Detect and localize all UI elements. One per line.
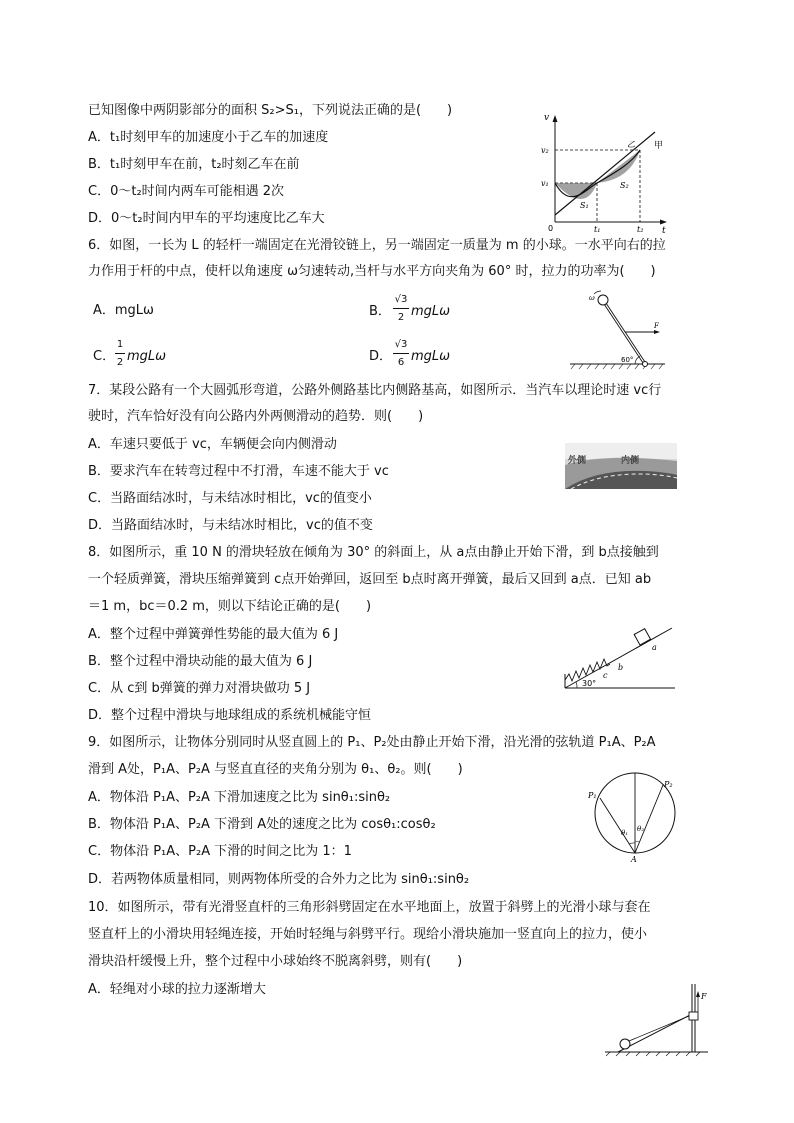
q7-stem-line-2: 驶时，汽车恰好没有向公路内外两侧滑动的趋势．则( ) — [88, 409, 424, 424]
q6-option-c-prefix: C． — [93, 349, 116, 364]
q6-stem-line-2: 力作用于杆的中点，使杆以角速度 ω匀速转动,当杆与水平方向夹角为 60° 时，拉力的功率为( ) — [88, 264, 656, 279]
theta2-label: θ₂ — [637, 825, 645, 833]
outer-side-label: 外侧 — [568, 456, 587, 466]
q6-option-c-rest: mgLω — [127, 349, 167, 364]
force-label: F — [654, 322, 659, 330]
s2-label: S₂ — [620, 181, 629, 190]
q10-option-a: A．轻绳对小球的拉力逐渐增大 — [88, 982, 266, 997]
q9-option-c: C．物体沿 P₁A、P₂A 下滑的时间之比为 1：1 — [88, 844, 352, 859]
q6-option-d-den: 6 — [397, 357, 405, 368]
q9-option-d: D．若两物体质量相同，则两物体所受的合外力之比为 sinθ₁:sinθ₂ — [88, 872, 470, 887]
q6-option-b-den: 2 — [397, 312, 405, 323]
angle-30-label: 30° — [582, 679, 597, 688]
q5-option-d: D．0～t₂时间内甲车的平均速度比乙车大 — [88, 211, 325, 226]
v2-label: v₂ — [541, 146, 549, 155]
yi-label: 乙 — [627, 140, 635, 149]
t2-label: t₂ — [637, 225, 644, 234]
point-a-label: A — [631, 855, 637, 864]
origin-label: 0 — [548, 224, 554, 233]
rod-hinge-figure — [565, 290, 670, 372]
p1-label: P₁ — [588, 791, 597, 800]
q7-option-c: C．当路面结冰时，与未结冰时相比，vc的值变小 — [88, 491, 372, 506]
q6-option-a: A．mgLω — [93, 303, 154, 318]
point-b-label: b — [618, 663, 624, 672]
q8-stem-line-2: 一个轻质弹簧，滑块压缩弹簧到 c点开始弹回，返回至 b点时离开弹簧，最后又回到 a点．已知 ab — [88, 572, 652, 587]
q8-stem-line-3: ＝1 m，bc＝0.2 m，则以下结论正确的是( ) — [88, 599, 372, 614]
p2-label: P₂ — [664, 780, 673, 789]
force-f-label: F — [701, 992, 707, 1001]
inner-side-label: 内侧 — [621, 456, 640, 466]
q8-stem-line-1: 8．如图所示，重 10 N 的滑块轻放在倾角为 30° 的斜面上，从 a点由静止开始下滑，到 b点接触到 — [88, 545, 659, 560]
point-c-label: c — [603, 671, 608, 680]
circle-chords-figure — [585, 765, 685, 865]
q5-option-c: C．0～t₂时间内两车可能相遇 2次 — [88, 184, 285, 199]
wedge-rod-figure — [600, 982, 710, 1057]
jia-label: 甲 — [654, 141, 664, 151]
q8-option-d: D．整个过程中滑块与地球组成的系统机械能守恒 — [88, 708, 372, 723]
s1-label: S₁ — [580, 201, 589, 210]
vt-graph-figure — [540, 110, 670, 235]
q10-stem-line-2: 竖直杆上的小滑块用轻绳连接，开始时轻绳与斜劈平行。现给小滑块施加一竖直向上的拉力，使小 — [88, 927, 648, 942]
v1-label: v₁ — [541, 179, 549, 188]
t-axis-label: t — [662, 226, 666, 235]
q10-stem-line-1: 10．如图所示，带有光滑竖直杆的三角形斜劈固定在水平地面上，放置于斜劈上的光滑小球与套在 — [88, 900, 651, 915]
q6-option-b-num: √3 — [394, 294, 408, 305]
q6-option-c-den: 2 — [116, 357, 124, 368]
q9-stem-line-1: 9．如图所示，让物体分别同时从竖直圆上的 P₁、P₂处由静止开始下滑，沿光滑的弦轨道 P₁A、P₂A — [88, 735, 656, 750]
q8-option-b: B．整个过程中滑块动能的最大值为 6 J — [88, 654, 313, 669]
q6-option-d-prefix: D． — [369, 349, 393, 364]
q8-option-c: C．从 c到 b弹簧的弹力对滑块做功 5 J — [88, 681, 311, 696]
point-a-label: a — [652, 643, 657, 652]
q5-stem: 已知图像中两阴影部分的面积 S₂>S₁，下列说法正确的是( ) — [88, 103, 453, 118]
t1-label: t₁ — [594, 225, 601, 234]
curved-road-photo — [565, 443, 677, 489]
q8-option-a: A．整个过程中弹簧弹性势能的最大值为 6 J — [88, 627, 339, 642]
q6-option-b-rest: mgLω — [411, 304, 451, 319]
incline-spring-figure — [560, 618, 680, 693]
q9-option-b: B．物体沿 P₁A、P₂A 下滑到 A处的速度之比为 cosθ₁:cosθ₂ — [88, 817, 436, 832]
theta1-label: θ₁ — [621, 829, 629, 837]
omega-label: ω — [589, 294, 595, 302]
q7-option-a: A．车速只要低于 vc，车辆便会向内侧滑动 — [88, 437, 337, 452]
q6-stem-line-1: 6．如图，一长为 L 的轻杆一端固定在光滑铰链上，另一端固定一质量为 m 的小球。一水平向右的拉 — [88, 238, 666, 253]
q5-option-b: B．t₁时刻甲车在前，t₂时刻乙车在前 — [88, 157, 300, 172]
q9-option-a: A．物体沿 P₁A、P₂A 下滑加速度之比为 sinθ₁:sinθ₂ — [88, 790, 391, 805]
angle-label: 60° — [621, 356, 634, 364]
q6-option-d-rest: mgLω — [411, 349, 451, 364]
q6-option-c-num: 1 — [116, 339, 124, 350]
q10-stem-line-3: 滑块沿杆缓慢上升，整个过程中小球始终不脱离斜劈，则有( ) — [88, 954, 463, 969]
q7-stem-line-1: 7．某段公路有一个大圆弧形弯道，公路外侧路基比内侧路基高，如图所示．当汽车以理论时速 vc行 — [88, 383, 662, 398]
q7-option-b: B．要求汽车在转弯过程中不打滑，车速不能大于 vc — [88, 464, 389, 479]
q9-stem-line-2: 滑到 A处，P₁A、P₂A 与竖直直径的夹角分别为 θ₁、θ₂。则( ) — [88, 762, 463, 777]
q6-option-b-prefix: B． — [369, 304, 391, 319]
q7-option-d: D．当路面结冰时，与未结冰时相比，vc的值不变 — [88, 518, 373, 533]
v-axis-label: v — [544, 113, 550, 123]
q5-option-a: A．t₁时刻甲车的加速度小于乙车的加速度 — [88, 130, 329, 145]
q6-option-d-num: √3 — [394, 339, 408, 350]
